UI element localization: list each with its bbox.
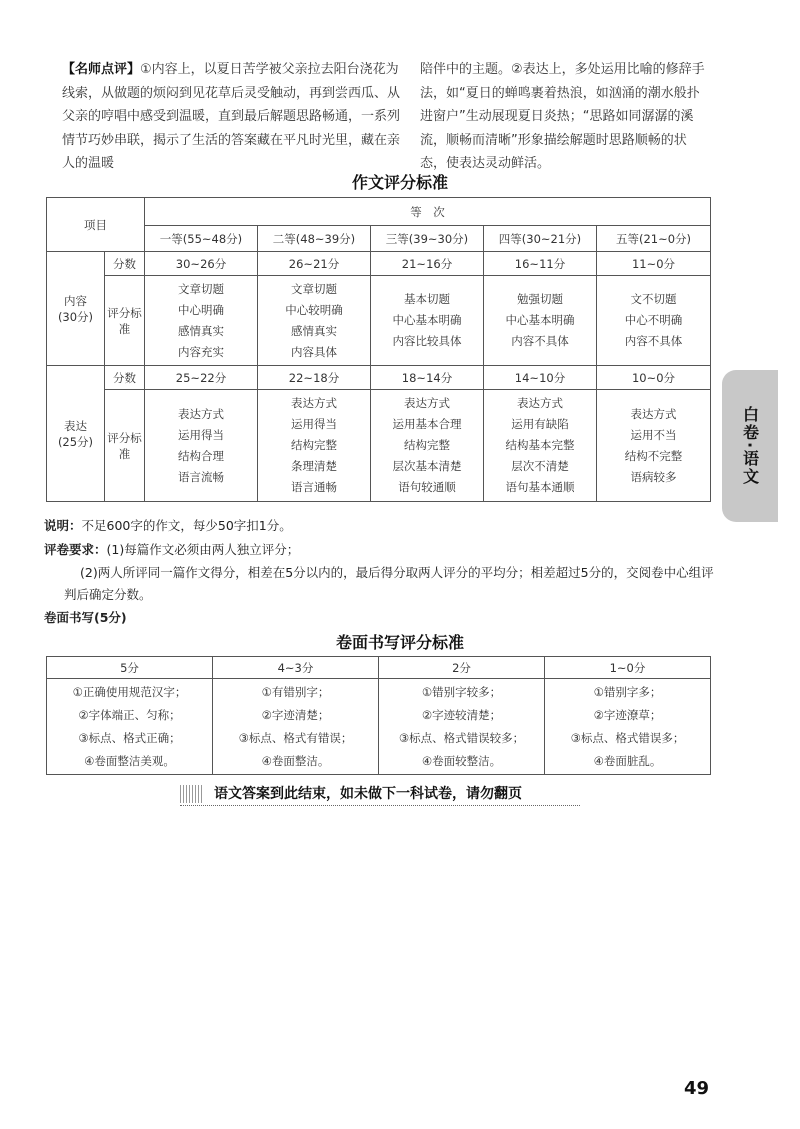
hand-criterion: ①有错别字；	[261, 685, 330, 699]
criterion: 内容不具体	[511, 334, 569, 348]
criterion: 基本切题	[404, 292, 450, 306]
criterion: 运用不当	[630, 427, 677, 442]
hand-criterion: ①错别字多；	[593, 685, 662, 699]
note-line	[44, 516, 744, 534]
criterion: 中心明确	[178, 302, 224, 317]
criterion: 感情真实	[291, 323, 337, 338]
requirement-2: (2)两人所评同一篇作文得分，相差在5分以内的，最后得分取两人评分的平均分；相差超过5分的，交阅卷中心组评判后确定分数。	[64, 565, 714, 602]
expression-standard-cell	[258, 390, 371, 502]
criterion: 运用得当	[178, 427, 224, 442]
criterion: 感情真实	[178, 323, 224, 338]
expression-standard-cell	[597, 390, 711, 502]
criterion: 内容具体	[291, 344, 337, 359]
criterion: 运用基本合理	[392, 417, 462, 431]
expression-standard-cell	[371, 390, 484, 502]
standard-label: 评分标准	[105, 390, 145, 502]
hand-header: 1~0分	[545, 657, 711, 679]
criterion: 文章切题	[291, 281, 337, 296]
expression-row-label	[47, 366, 105, 502]
col-item-header: 项目	[47, 198, 145, 252]
expression-points: (25分)	[57, 434, 94, 449]
criterion: 语句较通顺	[398, 480, 456, 494]
hand-criterion: ③标点、格式错误多；	[570, 731, 685, 745]
end-of-answers-line	[180, 783, 580, 806]
content-standard-cell	[258, 276, 371, 366]
content-points: (30分)	[57, 309, 94, 324]
hand-criterion: ④卷面整洁。	[261, 754, 330, 768]
content-standard-cell	[484, 276, 597, 366]
hand-cell	[47, 679, 213, 775]
standard-label: 评分标准	[105, 276, 145, 366]
criterion: 内容比较具体	[392, 334, 462, 348]
score-cell: 25~22分	[145, 366, 258, 390]
score-label: 分数	[105, 252, 145, 276]
criterion: 结构不完整	[624, 448, 683, 463]
handwriting-scoring-table	[46, 656, 711, 775]
expression-standard-cell	[145, 390, 258, 502]
hand-cell	[213, 679, 379, 775]
note-label: 说明：	[44, 518, 82, 533]
essay-table-title: 作文评分标准	[351, 173, 448, 192]
hand-criterion: ②字迹清楚；	[261, 708, 330, 722]
criterion: 文不切题	[630, 292, 677, 306]
score-cell: 14~10分	[484, 366, 597, 390]
content-standard-cell	[597, 276, 711, 366]
requirement-1: (1)每篇作文必须由两人独立评分；	[106, 542, 300, 557]
content-label: 内容	[64, 293, 87, 308]
criterion: 运用得当	[291, 417, 337, 431]
grade-header: 三等(39~30分)	[371, 226, 484, 252]
hand-cell	[379, 679, 545, 775]
subject-side-tab	[722, 370, 778, 522]
handwriting-table-title: 卷面书写评分标准	[335, 633, 464, 652]
criterion: 结构合理	[178, 448, 224, 463]
criterion: 语病较多	[630, 469, 677, 484]
expression-label: 表达	[64, 418, 87, 433]
criterion: 条理清楚	[291, 459, 337, 473]
criterion: 结构完整	[291, 438, 337, 452]
criterion: 中心基本明确	[505, 313, 575, 327]
requirement-label: 评卷要求：	[44, 542, 107, 557]
hand-criterion: ②字迹较清楚；	[421, 708, 502, 722]
grade-header: 一等(55~48分)	[145, 226, 258, 252]
hand-criterion: ④卷面整洁美观。	[84, 754, 175, 768]
grade-header: 二等(48~39分)	[258, 226, 371, 252]
commentary-right: 陪伴中的主题。②表达上，多处运用比喻的修辞手法，如“夏日的蝉鸣裹着热浪，如汹涌的潮水般扑进窗户”生动展现夏日炎热；“思路如同潺潺的溪流，顺畅而清晰”形象描绘解题时思路顺畅的状态，使表达灵动鲜活。	[420, 62, 705, 171]
score-cell: 16~11分	[484, 252, 597, 276]
criterion: 勉强切题	[517, 292, 563, 306]
criterion: 内容不具体	[624, 334, 683, 348]
hand-criterion: ③标点、格式有错误；	[238, 731, 353, 745]
grade-header-row	[47, 226, 711, 252]
content-row-label	[47, 252, 105, 366]
end-text: 语文答案到此结束，如未做下一科试卷，请勿翻页	[214, 786, 522, 802]
criterion: 表达方式	[404, 396, 450, 410]
score-cell: 18~14分	[371, 366, 484, 390]
criterion: 内容充实	[178, 344, 224, 359]
score-cell: 26~21分	[258, 252, 371, 276]
criterion: 中心不明确	[624, 313, 683, 327]
criterion: 结构完整	[404, 438, 450, 452]
criterion: 语言通畅	[291, 480, 337, 494]
requirement-line-1	[44, 540, 744, 558]
col-grade-header: 等 次	[145, 198, 711, 226]
commentary-tag: 【名师点评】	[62, 62, 141, 77]
score-cell: 22~18分	[258, 366, 371, 390]
score-cell: 11~0分	[597, 252, 711, 276]
commentary-left-text: ①内容上，以夏日苦学被父亲拉去阳台浇花为线索，从做题的烦闷到见花草后灵受触动，再到尝西瓜、从父亲的哼唱中感受到温暖，直到最后解题思路畅通，一系列情节巧妙串联，揭示了生活的答案藏在平凡时光里，藏在亲人的温暖	[62, 62, 401, 171]
grade-header: 五等(21~0分)	[597, 226, 711, 252]
content-standard-cell	[371, 276, 484, 366]
criterion: 表达方式	[630, 406, 677, 421]
criterion: 语言流畅	[178, 469, 224, 484]
hand-header: 4~3分	[213, 657, 379, 679]
note-text: 不足600字的作文，每少50字扣1分。	[81, 518, 292, 533]
criterion: 层次不清楚	[511, 459, 569, 473]
score-label: 分数	[105, 366, 145, 390]
score-cell: 10~0分	[597, 366, 711, 390]
handwriting-label: 卷面书写(5分)	[44, 610, 127, 625]
criterion: 文章切题	[178, 281, 224, 296]
score-cell: 30~26分	[145, 252, 258, 276]
hand-header: 2分	[379, 657, 545, 679]
hand-criterion: ②字体端正、匀称；	[78, 708, 181, 722]
grade-header: 四等(30~21分)	[484, 226, 597, 252]
content-standard-cell	[145, 276, 258, 366]
criterion: 中心基本明确	[392, 313, 462, 327]
criterion: 运用有缺陷	[511, 417, 569, 431]
criterion: 表达方式	[291, 396, 337, 410]
hand-criterion: ③标点、格式正确；	[78, 731, 181, 745]
hand-cell	[545, 679, 711, 775]
side-tab-label: 白卷·语文	[740, 405, 760, 487]
hand-criterion: ①错别字较多；	[421, 685, 502, 699]
hand-criterion: ②字迹潦草；	[593, 708, 662, 722]
criterion: 结构基本完整	[505, 438, 575, 452]
criterion: 中心较明确	[285, 302, 343, 317]
score-cell: 21~16分	[371, 252, 484, 276]
page-number: 49	[684, 1078, 710, 1099]
criterion: 表达方式	[178, 406, 224, 421]
criterion: 语句基本通顺	[505, 480, 575, 494]
expression-standard-cell	[484, 390, 597, 502]
hand-criterion: ④卷面脏乱。	[593, 754, 662, 768]
essay-scoring-table	[46, 197, 711, 502]
hand-criterion: ①正确使用规范汉字；	[72, 685, 187, 699]
stripe-mark-icon	[180, 785, 202, 803]
hand-header: 5分	[47, 657, 213, 679]
commentary-left	[62, 58, 400, 176]
criterion: 表达方式	[517, 396, 563, 410]
criterion: 层次基本清楚	[392, 459, 462, 473]
hand-criterion: ④卷面较整洁。	[421, 754, 502, 768]
hand-criterion: ③标点、格式错误较多；	[398, 731, 525, 745]
